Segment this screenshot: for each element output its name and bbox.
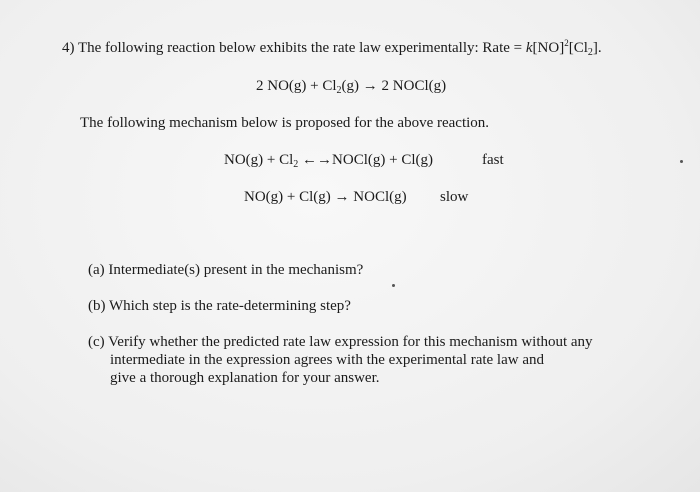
step1-speed: fast — [482, 152, 504, 168]
intro-text: 4) The following reaction below exhibits the rate law experimentally: Rate = — [62, 40, 526, 56]
question-intro — [62, 40, 602, 58]
part-b: (b) Which step is the rate-determining step? — [88, 298, 351, 314]
speck-mark — [392, 284, 395, 287]
rate-no-term: [NO] — [532, 40, 565, 56]
part-a: (a) Intermediate(s) present in the mechanism? — [88, 262, 364, 278]
mechanism-step-2: NO(g) + Cl(g) → NOCl(g) — [244, 189, 407, 205]
part-c-line-3: give a thorough explanation for your answer. — [110, 370, 380, 386]
overall-subscript: 2 — [336, 85, 342, 96]
step2-speed: slow — [440, 189, 469, 205]
step1-products: ←→NOCl(g) + Cl(g) — [298, 152, 433, 168]
part-c-line-1: (c) Verify whether the predicted rate law expression for this mechanism without any — [88, 334, 593, 350]
rate-cl-subscript: 2 — [587, 47, 593, 58]
overall-reaction — [256, 78, 446, 96]
speck-mark — [680, 160, 683, 163]
overall-reactants: 2 NO(g) + Cl — [256, 78, 337, 94]
overall-products: (g) → 2 NOCl(g) — [341, 78, 447, 94]
part-c-line-2: intermediate in the expression agrees with the experimental rate law and — [110, 352, 544, 368]
rate-exponent: 2 — [564, 38, 569, 48]
mechanism-step-1 — [224, 152, 433, 170]
rate-cl-close: ]. — [592, 40, 602, 56]
rate-cl-term: [Cl — [568, 40, 588, 56]
rate-constant: k — [525, 40, 533, 56]
step1-reactants: NO(g) + Cl — [224, 152, 294, 168]
step1-subscript: 2 — [293, 159, 299, 170]
mechanism-intro: The following mechanism below is proposed for the above reaction. — [80, 115, 490, 131]
